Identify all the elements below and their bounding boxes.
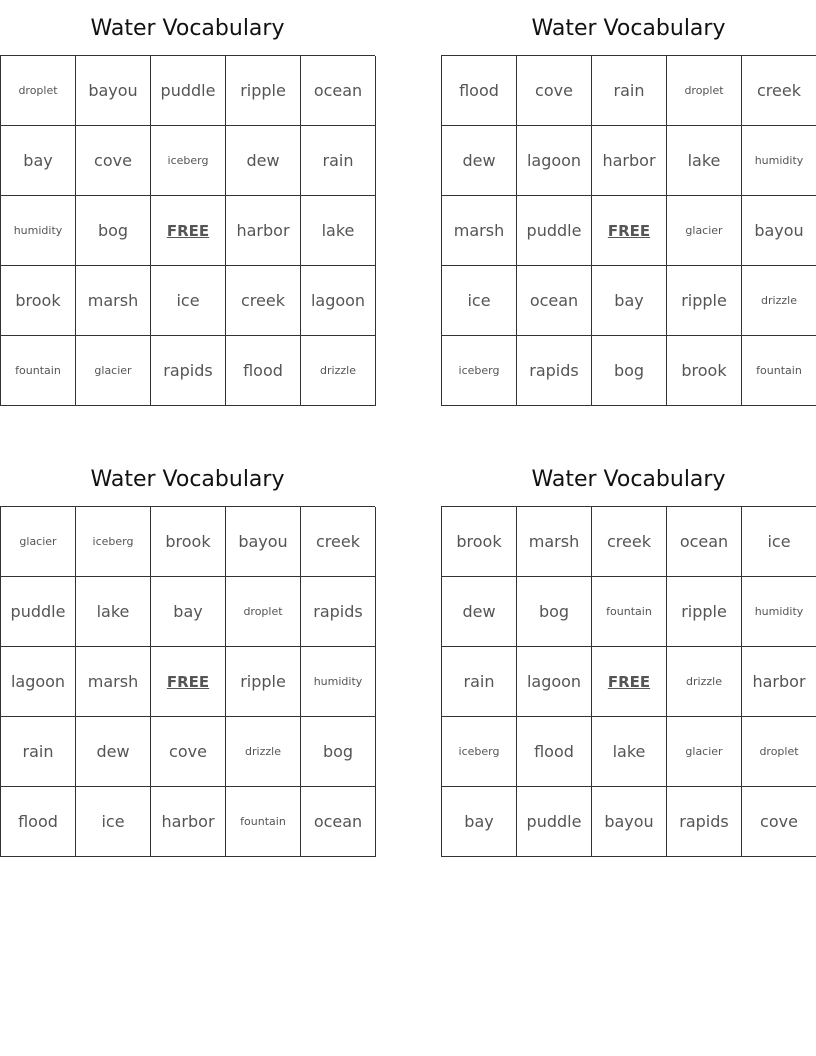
bingo-cell: bog xyxy=(517,577,592,647)
bingo-cell: puddle xyxy=(517,196,592,266)
bingo-cell: flood xyxy=(442,56,517,126)
bingo-cell: bayou xyxy=(76,56,151,126)
bingo-cell: marsh xyxy=(76,647,151,717)
bingo-cell: cove xyxy=(76,126,151,196)
bingo-cell: creek xyxy=(301,507,376,577)
bingo-cell: bay xyxy=(442,787,517,857)
bingo-cell: flood xyxy=(1,787,76,857)
bingo-cell: ice xyxy=(742,507,816,577)
bingo-cell: ice xyxy=(76,787,151,857)
bingo-cell: glacier xyxy=(667,717,742,787)
bingo-cell: droplet xyxy=(1,56,76,126)
bingo-cell: lake xyxy=(301,196,376,266)
bingo-cell: marsh xyxy=(76,266,151,336)
bingo-cell: flood xyxy=(517,717,592,787)
bingo-cell: bay xyxy=(151,577,226,647)
bingo-cell: dew xyxy=(442,577,517,647)
bingo-cell: rain xyxy=(592,56,667,126)
bingo-cell: iceberg xyxy=(442,717,517,787)
bingo-cell: drizzle xyxy=(742,266,816,336)
bingo-cell: ice xyxy=(151,266,226,336)
bingo-cell: creek xyxy=(592,507,667,577)
bingo-card-2 xyxy=(441,0,816,406)
bingo-cell: ocean xyxy=(301,787,376,857)
bingo-cell: humidity xyxy=(1,196,76,266)
bingo-cell: creek xyxy=(742,56,816,126)
bingo-cell: bog xyxy=(76,196,151,266)
bingo-grid xyxy=(0,55,375,406)
bingo-cell: rapids xyxy=(301,577,376,647)
bingo-cell: iceberg xyxy=(76,507,151,577)
free-space: FREE xyxy=(592,647,667,717)
bingo-card-1 xyxy=(0,0,375,406)
bingo-cell: ice xyxy=(442,266,517,336)
bingo-cell: creek xyxy=(226,266,301,336)
bingo-cell: lake xyxy=(592,717,667,787)
bingo-cell: droplet xyxy=(742,717,816,787)
bingo-cell: puddle xyxy=(517,787,592,857)
card-title: Water Vocabulary xyxy=(90,467,285,492)
bingo-grid xyxy=(441,55,816,406)
bingo-cell: cove xyxy=(151,717,226,787)
card-title: Water Vocabulary xyxy=(90,16,285,41)
bingo-cell: ripple xyxy=(226,56,301,126)
bingo-cell: rapids xyxy=(667,787,742,857)
free-space: FREE xyxy=(151,196,226,266)
bingo-cell: bog xyxy=(301,717,376,787)
bingo-cell: harbor xyxy=(592,126,667,196)
bingo-cell: fountain xyxy=(226,787,301,857)
bingo-cell: rapids xyxy=(151,336,226,406)
bingo-cell: drizzle xyxy=(226,717,301,787)
bingo-cell: dew xyxy=(442,126,517,196)
bingo-cell: dew xyxy=(226,126,301,196)
bingo-cell: humidity xyxy=(301,647,376,717)
card-title: Water Vocabulary xyxy=(531,467,726,492)
bingo-cell: ocean xyxy=(667,507,742,577)
bingo-cell: cove xyxy=(742,787,816,857)
bingo-cell: dew xyxy=(76,717,151,787)
bingo-cell: bayou xyxy=(226,507,301,577)
bingo-cell: harbor xyxy=(742,647,816,717)
bingo-cell: rapids xyxy=(517,336,592,406)
bingo-cell: drizzle xyxy=(301,336,376,406)
bingo-cell: humidity xyxy=(742,577,816,647)
bingo-cell: brook xyxy=(151,507,226,577)
bingo-cell: brook xyxy=(667,336,742,406)
bingo-cell: lake xyxy=(667,126,742,196)
bingo-cell: lagoon xyxy=(517,647,592,717)
bingo-cell: glacier xyxy=(76,336,151,406)
bingo-cell: bayou xyxy=(592,787,667,857)
bingo-cell: humidity xyxy=(742,126,816,196)
bingo-cell: rain xyxy=(301,126,376,196)
card-title: Water Vocabulary xyxy=(531,16,726,41)
bingo-cell: puddle xyxy=(151,56,226,126)
bingo-card-3 xyxy=(0,451,375,857)
bingo-cell: puddle xyxy=(1,577,76,647)
bingo-cell: ocean xyxy=(517,266,592,336)
bingo-cell: marsh xyxy=(442,196,517,266)
bingo-cell: flood xyxy=(226,336,301,406)
bingo-cell: bayou xyxy=(742,196,816,266)
bingo-cell: bog xyxy=(592,336,667,406)
bingo-cell: lagoon xyxy=(301,266,376,336)
bingo-cell: fountain xyxy=(1,336,76,406)
bingo-cell: drizzle xyxy=(667,647,742,717)
bingo-grid xyxy=(0,506,375,857)
bingo-cell: ripple xyxy=(226,647,301,717)
bingo-cell: droplet xyxy=(226,577,301,647)
bingo-cell: ripple xyxy=(667,577,742,647)
bingo-cell: marsh xyxy=(517,507,592,577)
bingo-card-4 xyxy=(441,451,816,857)
bingo-cell: brook xyxy=(442,507,517,577)
bingo-cell: bay xyxy=(592,266,667,336)
bingo-cell: ocean xyxy=(301,56,376,126)
bingo-cell: fountain xyxy=(592,577,667,647)
bingo-cell: iceberg xyxy=(442,336,517,406)
bingo-cell: lake xyxy=(76,577,151,647)
bingo-grid xyxy=(441,506,816,857)
free-space: FREE xyxy=(592,196,667,266)
bingo-cell: lagoon xyxy=(1,647,76,717)
bingo-cell: brook xyxy=(1,266,76,336)
bingo-cell: harbor xyxy=(226,196,301,266)
bingo-cell: lagoon xyxy=(517,126,592,196)
bingo-cell: rain xyxy=(1,717,76,787)
bingo-cell: glacier xyxy=(1,507,76,577)
free-space: FREE xyxy=(151,647,226,717)
bingo-cell: glacier xyxy=(667,196,742,266)
bingo-cell: rain xyxy=(442,647,517,717)
bingo-cell: iceberg xyxy=(151,126,226,196)
bingo-cell: bay xyxy=(1,126,76,196)
bingo-cell: harbor xyxy=(151,787,226,857)
bingo-cell: droplet xyxy=(667,56,742,126)
bingo-cell: ripple xyxy=(667,266,742,336)
bingo-cell: cove xyxy=(517,56,592,126)
bingo-cell: fountain xyxy=(742,336,816,406)
